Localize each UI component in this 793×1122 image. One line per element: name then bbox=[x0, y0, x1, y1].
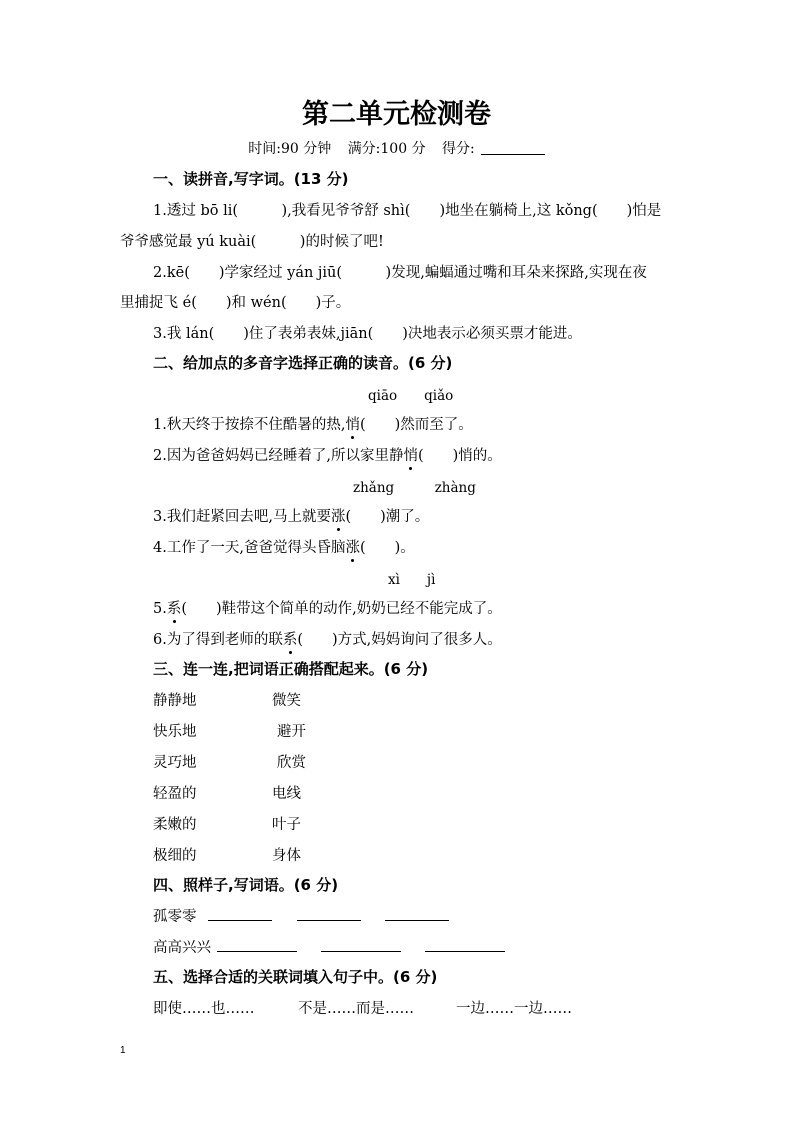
s2-q6-text: 6.为了得到老师的联 bbox=[153, 632, 283, 648]
s1-q3: 3.我 lán( )住了表弟表妹,jiān( )决地表示必须买票才能进。 bbox=[153, 326, 582, 342]
s2-q1-text: 1.秋天终于按捺不住酷暑的热, bbox=[153, 417, 346, 433]
match-left-item[interactable]: 快乐地 bbox=[153, 724, 197, 740]
s1-q1-line2: 爷爷感觉最 yú kuài( )的时候了吧! bbox=[120, 234, 384, 250]
s2-q4 bbox=[153, 536, 415, 557]
match-right-item[interactable]: 电线 bbox=[272, 786, 301, 802]
pinyin-options-1: qiāo qiǎo bbox=[368, 388, 454, 404]
s2-q3-text: 3.我们赶紧回去吧,马上就要 bbox=[153, 509, 331, 525]
answer-blank[interactable] bbox=[425, 937, 505, 952]
dotted-char: 悄 bbox=[403, 444, 418, 465]
section-3-heading: 三、连一连,把词语正确搭配起来。(6 分) bbox=[153, 660, 429, 678]
match-left-item[interactable]: 轻盈的 bbox=[153, 786, 197, 802]
section-5-heading: 五、选择合适的关联词填入句子中。(6 分) bbox=[153, 968, 438, 986]
match-right-item[interactable]: 避开 bbox=[277, 724, 306, 740]
s2-q6-rest: ( )方式,妈妈询问了很多人。 bbox=[297, 632, 502, 648]
page-title: 第二单元检测卷 bbox=[302, 99, 491, 130]
s2-q1 bbox=[153, 413, 473, 434]
s1-q2-line2: 里捕捉飞 é( )和 wén( )子。 bbox=[120, 295, 351, 311]
time-limit: 时间:90 分钟 bbox=[248, 141, 332, 157]
s2-q1-rest: ( )然而至了。 bbox=[359, 417, 473, 433]
s2-q6 bbox=[153, 628, 502, 649]
pinyin-options-3: xì jì bbox=[388, 572, 436, 588]
score-blank[interactable] bbox=[481, 140, 545, 155]
answer-blank[interactable] bbox=[385, 906, 449, 921]
dotted-char: 系 bbox=[283, 628, 298, 649]
match-right-item[interactable]: 叶子 bbox=[272, 817, 301, 833]
example-word-2: 高高兴兴 bbox=[153, 940, 211, 956]
s2-q3 bbox=[153, 505, 429, 526]
answer-blank[interactable] bbox=[321, 937, 401, 952]
dotted-char: 悄 bbox=[345, 413, 360, 434]
match-left-item[interactable]: 柔嫩的 bbox=[153, 817, 197, 833]
s1-q2-line1: 2.kē( )学家经过 yán jiū( )发现,蝙蝠通过嘴和耳朵来探路,实现在夜 bbox=[153, 265, 647, 281]
s2-q4-text: 4.工作了一天,爸爸觉得头昏脑 bbox=[153, 540, 346, 556]
section-2-heading: 二、给加点的多音字选择正确的读音。(6 分) bbox=[153, 354, 453, 372]
s2-q3-rest: ( )潮了。 bbox=[345, 509, 430, 525]
answer-blank[interactable] bbox=[217, 937, 297, 952]
example-word-1: 孤零零 bbox=[153, 909, 197, 925]
s2-q5 bbox=[153, 597, 502, 618]
dotted-char: 系 bbox=[167, 597, 182, 618]
match-right-item[interactable]: 微笑 bbox=[272, 693, 301, 709]
pinyin-options-2: zhǎng zhàng bbox=[353, 480, 476, 496]
s2-q4-rest: ( )。 bbox=[359, 540, 415, 556]
match-right-item[interactable]: 身体 bbox=[272, 848, 301, 864]
answer-blank[interactable] bbox=[297, 906, 361, 921]
dotted-char: 涨 bbox=[331, 505, 346, 526]
section-4-heading: 四、照样子,写词语。(6 分) bbox=[153, 876, 339, 894]
answer-blank[interactable] bbox=[208, 906, 272, 921]
s2-q2-rest: ( )悄的。 bbox=[417, 448, 502, 464]
match-left-item[interactable]: 灵巧地 bbox=[153, 755, 197, 771]
exam-meta bbox=[0, 138, 793, 158]
s2-q2-text: 2.因为爸爸妈妈已经睡着了,所以家里静 bbox=[153, 448, 404, 464]
conjunction-option: 即使……也…… bbox=[153, 1001, 255, 1017]
s2-q5-rest: ( )鞋带这个简单的动作,奶奶已经不能完成了。 bbox=[181, 601, 502, 617]
match-right-item[interactable]: 欣赏 bbox=[277, 755, 306, 771]
dotted-char: 涨 bbox=[345, 536, 360, 557]
conjunction-option: 一边……一边…… bbox=[456, 1001, 572, 1017]
full-score: 满分:100 分 bbox=[347, 141, 426, 157]
score-label: 得分: bbox=[442, 141, 475, 157]
page-number: 1 bbox=[120, 1045, 126, 1056]
conjunction-option: 不是……而是…… bbox=[298, 1001, 414, 1017]
s2-q2 bbox=[153, 444, 502, 465]
match-left-item[interactable]: 静静地 bbox=[153, 693, 197, 709]
match-left-item[interactable]: 极细的 bbox=[153, 848, 197, 864]
section-1-heading: 一、读拼音,写字词。(13 分) bbox=[153, 170, 349, 188]
s2-q5-text: 5. bbox=[153, 601, 167, 617]
s1-q1-line1: 1.透过 bō li( ),我看见爷爷舒 shì( )地坐在躺椅上,这 kǒng( )怕是 bbox=[153, 203, 662, 219]
